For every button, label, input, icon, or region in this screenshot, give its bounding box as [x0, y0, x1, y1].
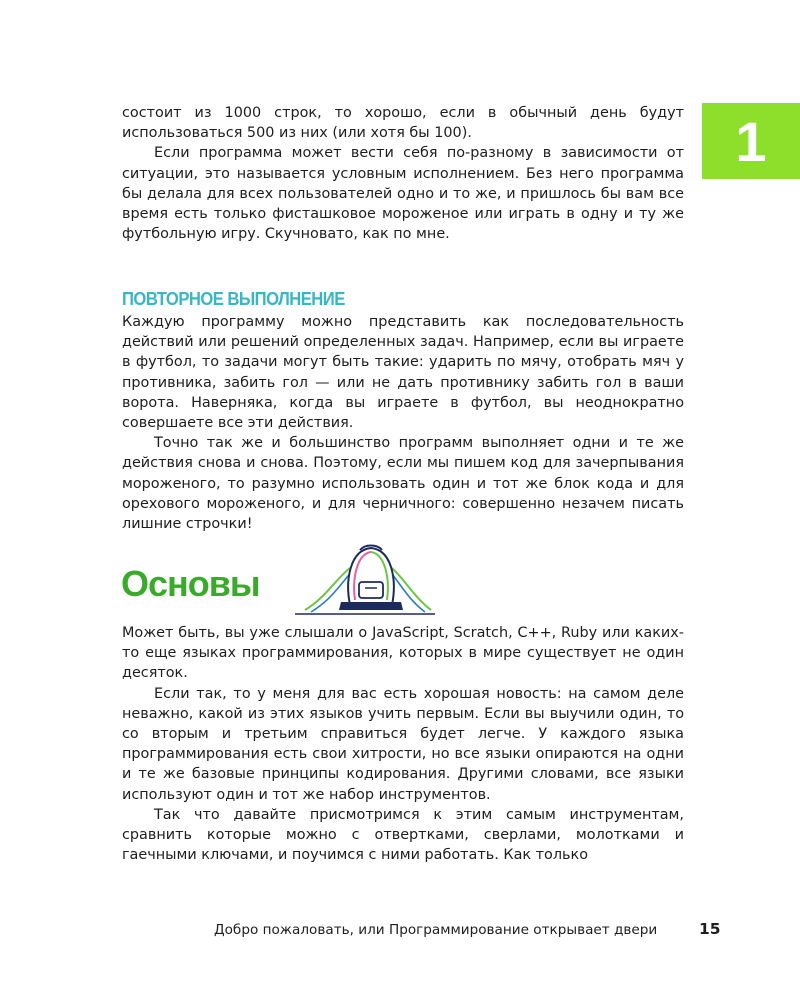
section-text-block: [122, 312, 684, 534]
main-heading: Основы: [121, 563, 260, 604]
intro-text-block: [122, 103, 684, 244]
page-number: 15: [699, 920, 721, 938]
paragraph: Если программа может вести себя по-разному в зависимости от ситуации, это называется условным исполнением. Без него программа бы делала для всех пользователей одно и то же, и пришлось бы вам все время есть только фисташковое мороженое или играть в одну и ту же футбольную игру. Скучновато, как по мне.: [122, 145, 684, 243]
chapter-number: 1: [735, 109, 767, 173]
section-heading: ПОВТОРНОЕ ВЫПОЛНЕНИЕ: [122, 288, 345, 309]
chapter-number-tab: [702, 103, 800, 179]
paragraph: Так что давайте присмотримся к этим самым инструментам, сравнить которые можно с отвертками, сверлами, молотками и гаечными ключами, и поучимся с ними работать. Как только: [122, 806, 684, 864]
paragraph: Может быть, вы уже слышали о JavaScript, Scratch, C++, Ruby или каких-то еще языках программирования, которых в мире существует не один десяток.: [122, 625, 684, 682]
paragraph: Если так, то у меня для вас есть хорошая новость: на самом деле неважно, какой из этих языков учить первым. Если вы выучили один, то со вторым и третьим справиться будет легче. У каждого языка программирования есть свои хитрости, но все языки опираются на одни и те же базовые принципы кодирования. Другими словами, все языки используют один и тот же набор инструментов.: [122, 685, 684, 803]
backpack-icon: [295, 540, 435, 618]
running-footer-title: Добро пожаловать, или Программирование открывает двери: [214, 922, 658, 938]
paragraph: Каждую программу можно представить как последовательность действий или решений определенных задач. Например, если вы играете в футбол, то задачи могут быть такие: ударить по мячу, отобрать мяч у противника, забить гол — или не дать противнику забить гол в ваши ворота. Наверняка, когда вы играете в футбол, вы неоднократно совершаете все эти действия.: [122, 314, 684, 432]
paragraph: Точно так же и большинство программ выполняет одни и те же действия снова и снова. Поэтому, если мы пишем код для зачерпывания мороженого, то разумно использовать один и тот же блок кода и для орехового мороженого, и для черничного: совершенно незачем писать лишние строчки!: [122, 435, 684, 533]
paragraph: состоит из 1000 строк, то хорошо, если в обычный день будут использоваться 500 из них (или хотя бы 100).: [122, 105, 684, 142]
basics-text-block: [122, 623, 684, 865]
